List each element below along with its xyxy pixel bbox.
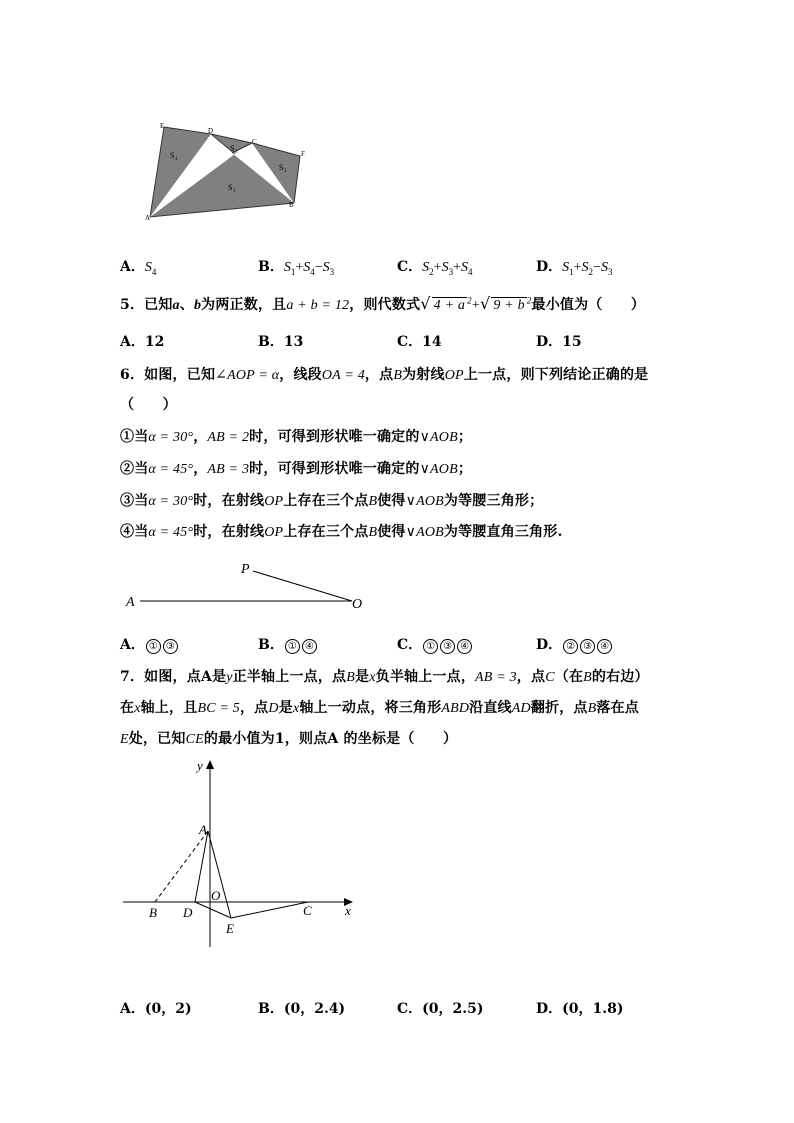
label-S4: S (170, 151, 175, 160)
figure-q7-coordinate (115, 755, 375, 955)
label-D: D (183, 905, 193, 920)
q7-stem-line-3: E处，已知CE的最小值为1，则点A 的坐标是（ ） (120, 731, 458, 747)
gray-quadrilateral (150, 127, 300, 217)
label-B: B (149, 905, 157, 920)
label-S2: S (279, 163, 284, 172)
q6-option-d[interactable]: D． ② ③ ④ (536, 634, 613, 654)
label-y-axis: y (197, 758, 203, 773)
label-O: O (211, 888, 221, 903)
label-S3: S (230, 144, 235, 153)
label-O: O (352, 597, 363, 612)
q6-statement-3: ③当α = 30°时，在射线OP上存在三个点B使得∨AOB为等腰三角形； (120, 493, 544, 509)
label-S2-index: 2 (284, 169, 287, 174)
label-S1: S (228, 183, 233, 192)
q7-stem-line-1: 7．如图，点A是y正半轴上一点，点B是x负半轴上一点，AB = 3，点C（在B的右边） (120, 669, 649, 685)
label-x-axis: x (345, 903, 351, 918)
q7-option-c[interactable]: C．(0，2.5) (397, 1001, 484, 1017)
label-A: A (126, 595, 135, 610)
label-S3-index: 3 (235, 150, 238, 155)
q5-option-d[interactable]: D．15 (536, 334, 582, 350)
label-A: A (199, 822, 207, 837)
label-D: D (208, 127, 214, 135)
q7-stem-line-2: 在x轴上，且BC = 5，点D是x轴上一动点，将三角形ABD沿直线AD翻折，点B落在点 (120, 700, 640, 716)
q6-statement-1: ①当α = 30°，AB = 2时，可得到形状唯一确定的∨AOB； (120, 429, 473, 445)
q6-option-a[interactable]: A． ① ③ (120, 634, 179, 654)
q6-stem: 6．如图，已知∠AOP = α，线段OA = 4，点B为射线OP上一点，则下列结论正确的是 (120, 367, 649, 383)
q4-option-c[interactable]: C．$S_2+S_3+S_4$ (397, 259, 473, 277)
figure-q6-angle (120, 555, 380, 615)
q7-option-b[interactable]: B．(0，2.4) (258, 1001, 346, 1017)
q7-option-d[interactable]: D．(0，1.8) (536, 1001, 624, 1017)
q5-stem: 5．已知a、b为两正数，且a + b = 12，则代数式√ 4 + a $^2$+√ 9 + b $^2$最小值为（ ） (120, 294, 646, 313)
q6-option-c[interactable]: C． ① ③ ④ (397, 634, 473, 654)
label-F: F (301, 150, 305, 158)
label-A: A (145, 214, 151, 222)
label-S4-index: 4 (175, 157, 178, 162)
label-P: P (241, 562, 250, 577)
figure-q4-quadrilateral (140, 118, 315, 228)
label-E: E (160, 122, 165, 130)
q6-option-b[interactable]: B． ① ④ (258, 634, 318, 654)
q6-statement-2: ②当α = 45°，AB = 3时，可得到形状唯一确定的∨AOB； (120, 461, 473, 477)
label-C: C (252, 138, 257, 146)
q4-option-a[interactable]: A．$S_4$ (120, 259, 157, 277)
label-C: C (303, 903, 312, 918)
q6-paren: （ ） (120, 397, 177, 413)
q7-option-a[interactable]: A．(0，2) (120, 1001, 192, 1017)
label-S1-index: 1 (233, 189, 236, 194)
q6-statement-4: ④当α = 45°时，在射线OP上存在三个点B使得∨AOB为等腰直角三角形. (120, 524, 563, 540)
q4-option-b[interactable]: B．$S_1+S_4-S_3$ (258, 259, 335, 277)
q5-option-a[interactable]: A．12 (120, 334, 165, 350)
q5-option-c[interactable]: C．14 (397, 334, 442, 350)
label-B: B (289, 201, 294, 209)
q5-option-b[interactable]: B．13 (258, 334, 304, 350)
q4-option-d[interactable]: D．$S_1+S_2-S_3$ (536, 259, 613, 277)
label-E: E (226, 921, 234, 936)
